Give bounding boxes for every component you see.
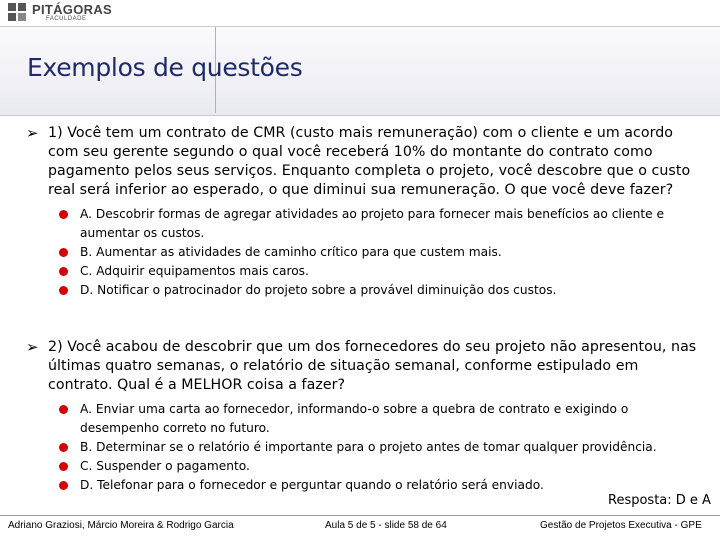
option-text: D. Telefonar para o fornecedor e perguntar quando o relatório será enviado. [80, 478, 544, 492]
option-text: C. Adquirir equipamentos mais caros. [80, 264, 309, 278]
option-item [58, 281, 706, 300]
red-dot-bullet-icon [59, 210, 68, 219]
logo-name: PITÁGORAS [32, 2, 112, 17]
faculty-logo [8, 2, 128, 24]
question-2 [26, 338, 706, 495]
question-text: 2) Você acabou de descobrir que um dos fornecedores do seu projeto não apresentou, nas últimas quatro semanas, o relatório de situação semanal, conforme estipulado em contrato. Qual é a MELHOR coisa a fazer? [48, 339, 697, 393]
option-text: B. Determinar se o relatório é importante para o projeto antes de tomar qualquer providência. [80, 440, 657, 454]
option-text: D. Notificar o patrocinador do projeto sobre a provável diminuição dos custos. [80, 283, 557, 297]
option-item [58, 438, 706, 457]
question-text: 1) Você tem um contrato de CMR (custo mais remuneração) com o cliente e um acordo com seu gerente segundo o qual você receberá 10% do montante do contrato como pagamento pelos seus serviços. Enquanto completa o projeto, você descobre que o custo real será inferior ao esperado, o que diminui sua remuneração. O que você deve fazer? [48, 125, 691, 198]
option-text: A. Descobrir formas de agregar atividades ao projeto para fornecer mais benefícios ao cliente e aumentar os custos. [80, 207, 665, 240]
option-text: C. Suspender o pagamento. [80, 459, 250, 473]
red-dot-bullet-icon [59, 267, 68, 276]
question-1 [26, 124, 706, 300]
arrow-bullet-icon: ➢ [26, 124, 39, 142]
footer-authors: Adriano Graziosi, Márcio Moreira & Rodrigo Garcia [8, 520, 234, 531]
red-dot-bullet-icon [59, 286, 68, 295]
option-item [58, 205, 706, 243]
options-list [58, 400, 706, 495]
arrow-bullet-icon: ➢ [26, 338, 39, 356]
answer-text: Resposta: D e A [608, 493, 711, 508]
red-dot-bullet-icon [59, 405, 68, 414]
option-item [58, 243, 706, 262]
logo-mark-icon [8, 3, 28, 23]
option-item [58, 457, 706, 476]
option-text: B. Aumentar as atividades de caminho crítico para que custem mais. [80, 245, 502, 259]
footer-course: Gestão de Projetos Executiva - GPE [540, 520, 702, 531]
red-dot-bullet-icon [59, 462, 68, 471]
option-item [58, 400, 706, 438]
footer-slide-info: Aula 5 de 5 - slide 58 de 64 [325, 520, 447, 531]
option-text: A. Enviar uma carta ao fornecedor, informando-o sobre a quebra de contrato e exigindo o desempenho correto no futuro. [80, 402, 629, 435]
red-dot-bullet-icon [59, 248, 68, 257]
red-dot-bullet-icon [59, 481, 68, 490]
logo-subtitle: FACULDADE [46, 16, 87, 22]
red-dot-bullet-icon [59, 443, 68, 452]
slide-title: Exemplos de questões [27, 53, 303, 82]
option-item [58, 262, 706, 281]
options-list [58, 205, 706, 300]
footer-divider [0, 515, 720, 516]
